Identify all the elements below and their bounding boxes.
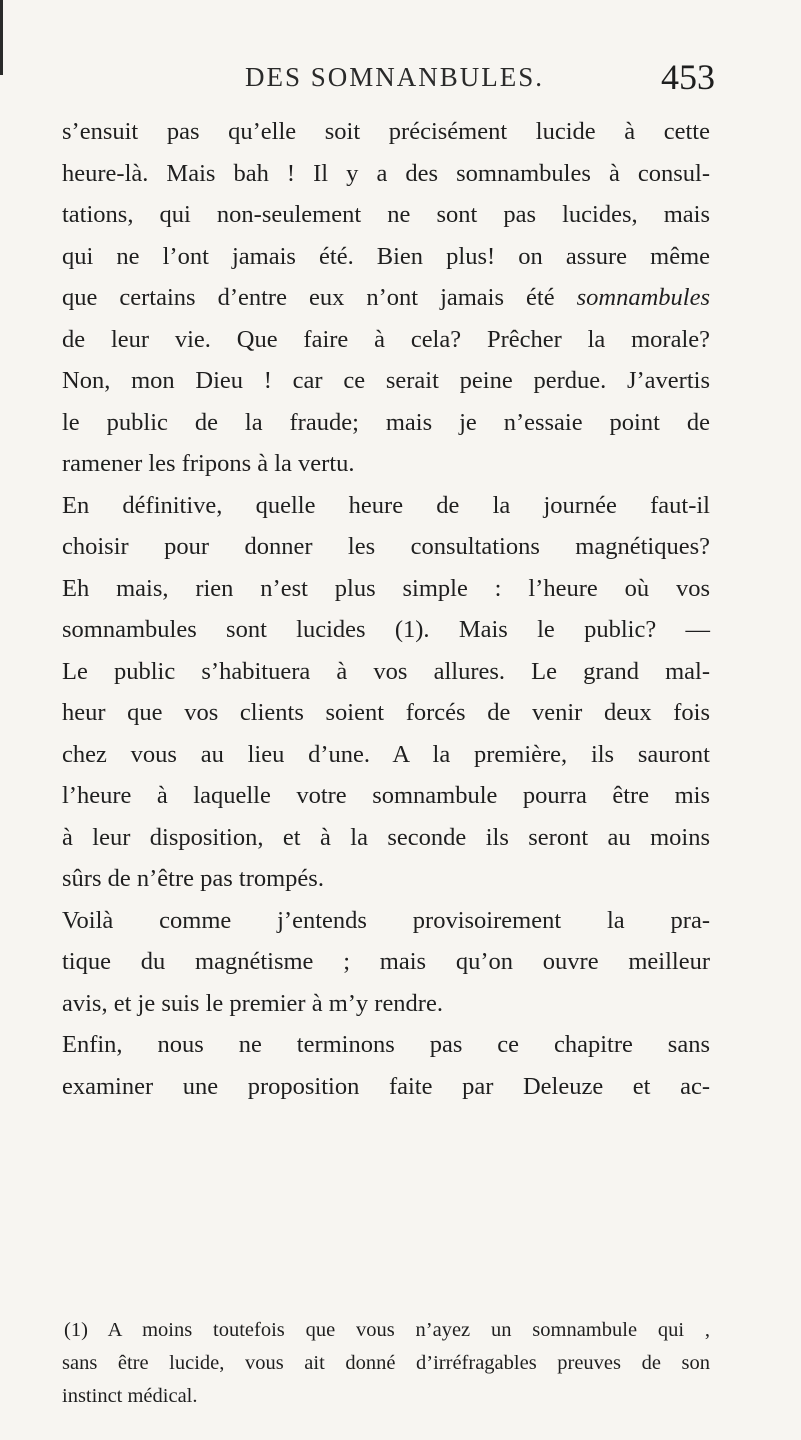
text-line: Enfin, nous ne terminons pas ce chapitre sans bbox=[62, 1031, 710, 1058]
text-line: choisir pour donner les consultations magnétiques? bbox=[62, 533, 710, 560]
text-line: Voilà comme j’entends provisoirement la pra- bbox=[62, 906, 710, 934]
text-line: examiner une proposition faite par Deleuze et ac- bbox=[62, 1072, 710, 1100]
text-line: s’ensuit pas qu’elle soit précisément lucide à cette bbox=[62, 118, 710, 145]
text-line: En définitive, quelle heure de la journée faut-il bbox=[62, 491, 710, 519]
footnote-line: sans être lucide, vous ait donné d’irréfragables preuves de son bbox=[62, 1352, 710, 1374]
text-line: Eh mais, rien n’est plus simple : l’heure où vos bbox=[62, 574, 710, 602]
text-line: ramener les fripons à la vertu. bbox=[62, 450, 355, 477]
text-line-start: que certains d’entre eux n’ont jamais été bbox=[62, 284, 577, 311]
text-line: tations, qui non-seulement ne sont pas lucides, mais bbox=[62, 201, 710, 228]
page-edge-rule bbox=[0, 0, 3, 75]
italic-word: somnambules bbox=[576, 284, 710, 311]
text-line: heure-là. Mais bah ! Il y a des somnambules à consul- bbox=[62, 159, 710, 187]
text-line: le public de la fraude; mais je n’essaie point de bbox=[62, 408, 710, 436]
footnote-line: (1) A moins toutefois que vous n’ayez un somnambule qui , bbox=[64, 1319, 710, 1341]
text-line: heur que vos clients soient forcés de venir deux fois bbox=[62, 699, 710, 726]
text-line: somnambules sont lucides (1). Mais le public? — bbox=[62, 616, 710, 643]
text-line: avis, et je suis le premier à m’y rendre. bbox=[62, 989, 443, 1017]
running-title: DES SOMNANBULES. bbox=[245, 62, 545, 92]
text-line: l’heure à laquelle votre somnambule pourra être mis bbox=[62, 782, 710, 809]
text-line: à leur disposition, et à la seconde ils seront au moins bbox=[62, 823, 710, 851]
page-number: 453 bbox=[661, 57, 715, 97]
text-line: Non, mon Dieu ! car ce serait peine perdue. J’avertis bbox=[62, 367, 710, 394]
text-line: qui ne l’ont jamais été. Bien plus! on assure même bbox=[62, 242, 710, 270]
body-text bbox=[62, 111, 710, 1107]
text-line: Le public s’habituera à vos allures. Le grand mal- bbox=[62, 657, 710, 685]
text-line: sûrs de n’être pas trompés. bbox=[62, 865, 324, 892]
page-header bbox=[245, 56, 715, 100]
footnote-line: instinct médical. bbox=[62, 1385, 198, 1407]
footnote bbox=[62, 1314, 710, 1413]
text-line: tique du magnétisme ; mais qu’on ouvre meilleur bbox=[62, 948, 710, 975]
text-line: chez vous au lieu d’une. A la première, ils sauront bbox=[62, 740, 710, 768]
text-line: de leur vie. Que faire à cela? Prêcher la morale? bbox=[62, 325, 710, 353]
text-line bbox=[62, 277, 710, 319]
